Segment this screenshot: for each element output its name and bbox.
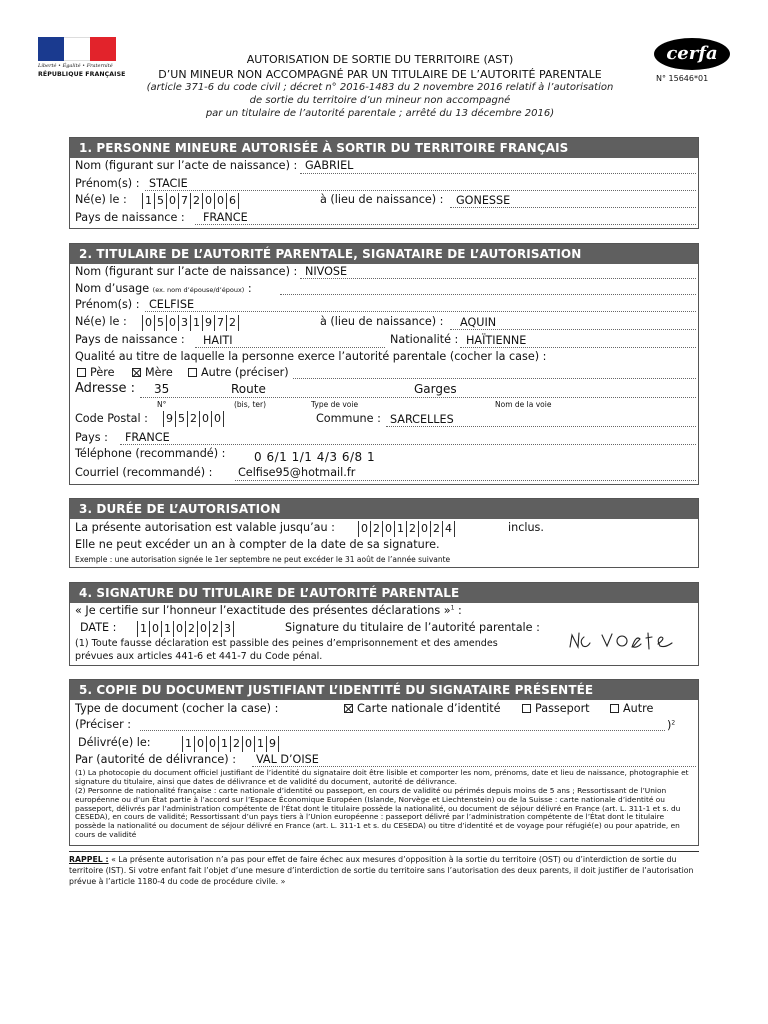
dotted-line: [450, 207, 696, 208]
parent-nom-label: Nom (figurant sur l’acte de naissance) :: [75, 265, 298, 278]
valid-label: La présente autorisation est valable jusqu’au :: [75, 521, 335, 534]
dotted-line: [386, 426, 696, 427]
delivre-label: Délivré(e) le:: [78, 736, 151, 749]
passeport-checkbox[interactable]: Passeport: [522, 702, 590, 715]
republic-name: RÉPUBLIQUE FRANÇAISE: [38, 71, 126, 78]
digit-cell[interactable]: 5: [176, 411, 188, 427]
parent-country-value[interactable]: HAITI: [203, 334, 233, 347]
digit-cell[interactable]: 0: [212, 411, 224, 427]
digit-cell[interactable]: 1: [219, 736, 231, 752]
digit-cell[interactable]: 1: [162, 621, 174, 637]
form-subtitle-line3: par un titulaire de l’autorité parentale ; arrêté du 13 décembre 2016): [205, 108, 555, 119]
minor-birthdate-field[interactable]: [142, 193, 239, 209]
digit-cell[interactable]: 2: [186, 621, 198, 637]
commune-label: Commune :: [316, 412, 381, 425]
minor-birthdate-label: Né(e) le :: [75, 193, 127, 206]
dotted-line: [195, 224, 696, 225]
checkbox-icon: [610, 704, 619, 713]
minor-country-value[interactable]: FRANCE: [203, 211, 248, 224]
inclus-label: inclus.: [508, 521, 544, 534]
cerfa-number: N° 15646*01: [656, 74, 709, 83]
parent-birthdate-field[interactable]: [142, 315, 239, 331]
certify-text: « Je certifie sur l’honneur l’exactitude des présentes déclarations »$^1$ :: [75, 604, 462, 617]
digit-cell[interactable]: 0: [143, 315, 155, 331]
checkbox-icon: [77, 368, 86, 377]
adresse-num[interactable]: 35: [154, 382, 170, 396]
digit-cell[interactable]: 1: [395, 521, 407, 537]
digit-cell[interactable]: 2: [407, 521, 419, 537]
digit-cell[interactable]: 0: [419, 521, 431, 537]
hint-voie: Nom de la voie: [495, 400, 552, 409]
rappel-block: [69, 851, 699, 887]
parent-country-label: Pays de naissance :: [75, 333, 185, 346]
digit-cell[interactable]: 7: [179, 193, 191, 209]
digit-cell[interactable]: 2: [371, 521, 383, 537]
tel-label: Téléphone (recommandé) :: [75, 447, 226, 460]
digit-cell[interactable]: 2: [431, 521, 443, 537]
digit-cell[interactable]: 1: [255, 736, 267, 752]
tel-value[interactable]: 0 6/1 1/1 4/3 6/8 1: [254, 450, 376, 464]
rappel-text: « La présente autorisation n’a pas pour effet de faire échec aux mesures d’opposition à la sortie du territoire (OST) ou d’interdiction de sortie du territoire (IST). Si votre enfant fait l’objet d’une mesure d’interdiction de sortie du territoire sans l’autorisation des deux parents, il doit justifier de l’autorisation prévue à l’article 1180-4 du code de procédure civile. »: [69, 855, 694, 886]
form-subtitle-line2: de sortie du territoire d’un mineur non accompagné: [249, 95, 511, 106]
hint-num: N°: [157, 400, 167, 409]
autre-doc-checkbox[interactable]: Autre: [610, 702, 653, 715]
autorite-value[interactable]: VAL D’OISE: [256, 753, 319, 766]
parent-prenom-value[interactable]: CELFISE: [149, 298, 195, 311]
parent-nom-value[interactable]: NIVOSE: [305, 265, 348, 278]
digit-cell[interactable]: 0: [150, 621, 162, 637]
date-label: DATE :: [80, 621, 117, 634]
digit-cell[interactable]: 1: [183, 736, 195, 752]
commune-value[interactable]: SARCELLES: [390, 413, 454, 426]
valid-date-field[interactable]: [358, 521, 455, 537]
checked-box-icon: [132, 368, 141, 377]
preciser-field[interactable]: [140, 730, 665, 731]
signature-note-line2: prévues aux articles 441-6 et 441-7 du Code pénal.: [75, 651, 323, 662]
parent-usage-label: Nom d’usage (ex. nom d’épouse/d’époux) :: [75, 282, 252, 295]
form-title-line1: AUTORISATION DE SORTIE DU TERRITOIRE (AST): [246, 53, 514, 66]
form-title-line2: D’UN MINEUR NON ACCOMPAGNÉ PAR UN TITULAIRE DE L’AUTORITÉ PARENTALE: [158, 68, 602, 81]
checkbox-icon: [522, 704, 531, 713]
digit-cell[interactable]: 9: [164, 411, 176, 427]
minor-birthplace-value[interactable]: GONESSE: [456, 194, 511, 207]
digit-cell[interactable]: 0: [215, 193, 227, 209]
cerfa-logo: cerfa: [654, 38, 730, 70]
document-note-2: (2) Personne de nationalité française : carte nationale d’identité ou passeport, en cours de validité ou périmés depuis moins de 5 ans ; Ressortissant de l’Union européenne ou d’un État partie à l’accord sur l’Espace Économique Européen (Islande, Norvège et Liechtenstein) ou de la Suisse : carte nationale d’identité ou passeport, délivrés par l’administration compétente de l’État dont le titulaire possède la nationalité, ou document de séjour délivré en France (art. L. 311-1 et s. du CESEDA), en cours de validité; Ressortissant d’un pays tiers à l’Union européenne : passeport délivré par l’administration compétente de l’État dont le titulaire possède la nationalité ou document de séjour délivré en France (art. L. 311-1 et s. du CESEDA) ou titre d’identité et de voyage pour réfugié(e) ou pour apatride, en cours de validité: [75, 786, 681, 839]
cni-checkbox[interactable]: Carte nationale d’identité: [344, 702, 500, 715]
signature-handwritten[interactable]: [566, 625, 686, 661]
digit-cell[interactable]: 2: [210, 621, 222, 637]
parent-usage-field[interactable]: [280, 294, 696, 295]
dotted-line: [145, 190, 696, 191]
digit-cell[interactable]: 5: [155, 315, 167, 331]
minor-nom-value[interactable]: GABRIEL: [305, 159, 354, 172]
section-title: 4. SIGNATURE DU TITULAIRE DE L’AUTORITÉ PARENTALE: [70, 583, 698, 603]
republic-motto: Liberté • Égalité • Fraternité: [38, 63, 113, 69]
mail-value[interactable]: Celfise95@hotmail.fr: [238, 466, 356, 479]
adresse-voie[interactable]: Garges: [414, 382, 457, 396]
digit-cell[interactable]: 0: [383, 521, 395, 537]
digit-cell[interactable]: 0: [167, 193, 179, 209]
digit-cell[interactable]: 0: [207, 736, 219, 752]
dotted-line: [145, 311, 696, 312]
minor-nom-label: Nom (figurant sur l’acte de naissance) :: [75, 159, 298, 172]
duration-note: Elle ne peut excéder un an à compter de la date de sa signature.: [75, 538, 440, 551]
nationalite-value[interactable]: HAÏTIENNE: [466, 334, 527, 347]
digit-cell[interactable]: 1: [143, 193, 155, 209]
minor-country-label: Pays de naissance :: [75, 211, 185, 224]
adresse-type[interactable]: Route: [231, 382, 266, 396]
digit-cell[interactable]: 7: [215, 315, 227, 331]
cp-label: Code Postal :: [75, 412, 148, 425]
digit-cell[interactable]: 5: [155, 193, 167, 209]
parent-birthdate-label: Né(e) le :: [75, 315, 127, 328]
dotted-line: [460, 347, 696, 348]
usage-hint: (ex. nom d’épouse/d’époux): [152, 286, 245, 294]
section-title: 3. DURÉE DE L’AUTORISATION: [70, 499, 698, 519]
duration-example: Exemple : une autorisation signée le 1er septembre ne peut excéder le 31 août de l’année suivante: [75, 555, 451, 564]
autre-field[interactable]: [293, 378, 696, 379]
digit-cell[interactable]: 0: [198, 621, 210, 637]
doc-type-label: Type de document (cocher la case) :: [75, 702, 279, 715]
preciser-label: (Préciser :: [75, 718, 132, 731]
minor-prenom-label: Prénom(s) :: [75, 177, 140, 190]
parent-birthplace-value[interactable]: AQUIN: [460, 316, 497, 329]
mail-label: Courriel (recommandé) :: [75, 466, 213, 479]
section-title: 5. COPIE DU DOCUMENT JUSTIFIANT L’IDENTITÉ DU SIGNATAIRE PRÉSENTÉE: [70, 680, 698, 700]
section-title: 2. TITULAIRE DE L’AUTORITÉ PARENTALE, SIGNATAIRE DE L’AUTORISATION: [70, 244, 698, 264]
signature-note-line1: (1) Toute fausse déclaration est passible des peines d’emprisonnement et des amendes: [75, 638, 498, 649]
digit-cell[interactable]: 9: [267, 736, 279, 752]
mere-checkbox[interactable]: Mère: [132, 366, 173, 379]
digit-cell[interactable]: 4: [443, 521, 455, 537]
digit-cell[interactable]: 2: [191, 193, 203, 209]
digit-cell[interactable]: 0: [203, 193, 215, 209]
digit-cell[interactable]: 0: [174, 621, 186, 637]
digit-cell[interactable]: 2: [231, 736, 243, 752]
autre-checkbox[interactable]: Autre (préciser): [188, 366, 289, 379]
digit-cell[interactable]: 3: [179, 315, 191, 331]
dotted-line: [140, 397, 696, 398]
digit-cell[interactable]: 2: [227, 315, 239, 331]
dotted-line: [235, 480, 696, 481]
digit-cell[interactable]: 6: [227, 193, 239, 209]
pays-res-value[interactable]: FRANCE: [125, 431, 170, 444]
autorite-label: Par (autorité de délivrance) :: [75, 753, 236, 766]
digit-cell[interactable]: 2: [188, 411, 200, 427]
document-note-1: (1) La photocopie du document officiel justifiant de l’identité du signataire doit être lisible et comporter les nom, prénoms, date et lieu de naissance, photographie et signature du titulaire, ainsi que dates de délivrance et de validité du document, autorité de délivrance.: [75, 768, 689, 786]
pere-checkbox[interactable]: Père: [77, 366, 114, 379]
dotted-line: [450, 329, 696, 330]
section-title: 1. PERSONNE MINEURE AUTORISÉE À SORTIR DU TERRITOIRE FRANÇAIS: [70, 138, 698, 158]
digit-cell[interactable]: 1: [138, 621, 150, 637]
delivre-date-field[interactable]: [182, 736, 279, 752]
digit-cell[interactable]: 9: [203, 315, 215, 331]
dotted-line: [252, 766, 696, 767]
digit-cell[interactable]: 1: [191, 315, 203, 331]
digit-cell[interactable]: 0: [359, 521, 371, 537]
parent-prenom-label: Prénom(s) :: [75, 298, 140, 311]
digit-cell[interactable]: 0: [243, 736, 255, 752]
dotted-line: [195, 347, 385, 348]
marianne-logo: [38, 37, 116, 61]
signature-date-field[interactable]: [137, 621, 234, 637]
rappel-label: RAPPEL :: [69, 855, 109, 864]
nationalite-label: Nationalité :: [390, 333, 459, 346]
hint-bis: (bis, ter): [234, 400, 267, 409]
digit-cell[interactable]: 3: [222, 621, 234, 637]
checked-box-icon: [344, 704, 353, 713]
minor-birthplace-label: à (lieu de naissance) :: [320, 193, 444, 206]
digit-cell[interactable]: 0: [195, 736, 207, 752]
dotted-line: [300, 173, 696, 174]
form-subtitle-line1: (article 371-6 du code civil ; décret n° 2016-1483 du 2 novembre 2016 relatif à l’autorisation: [146, 82, 614, 93]
hint-type: Type de voie: [311, 400, 359, 409]
parent-birthplace-label: à (lieu de naissance) :: [320, 315, 444, 328]
dotted-line: [120, 444, 696, 445]
preciser-close: )$^2$: [667, 719, 676, 732]
digit-cell[interactable]: 0: [200, 411, 212, 427]
minor-prenom-value[interactable]: STACIE: [149, 177, 188, 190]
dotted-line: [300, 278, 696, 279]
signature-label: Signature du titulaire de l’autorité parentale :: [285, 621, 540, 634]
cp-field[interactable]: [163, 411, 224, 427]
digit-cell[interactable]: 0: [167, 315, 179, 331]
adresse-label: Adresse :: [75, 381, 136, 396]
checkbox-icon: [188, 368, 197, 377]
pays-res-label: Pays :: [75, 431, 108, 444]
qualite-label: Qualité au titre de laquelle la personne exerce l’autorité parentale (cocher la case) :: [75, 350, 547, 363]
